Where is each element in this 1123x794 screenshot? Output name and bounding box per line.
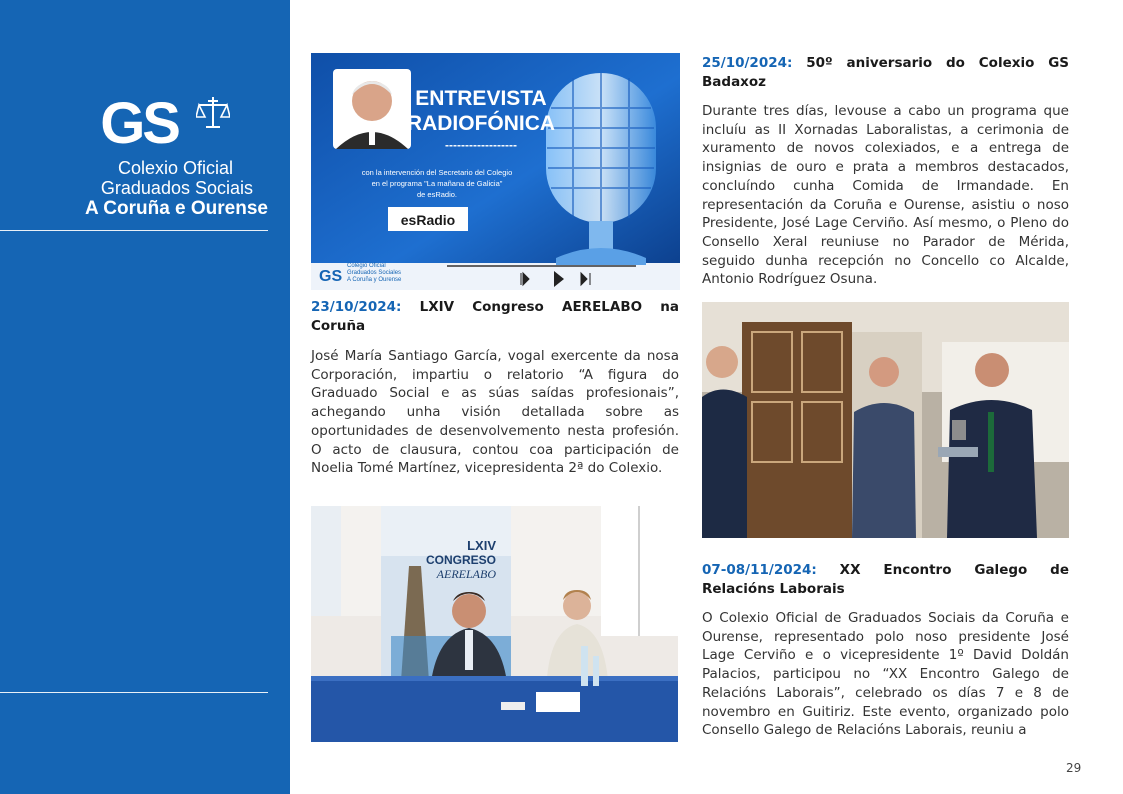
article-title: XX Encontro Galego de Relacións Laborais bbox=[702, 562, 1069, 597]
congress-banner-3: AERELABO bbox=[436, 567, 496, 581]
article-date: 07-08/11/2024: bbox=[702, 562, 817, 578]
article-heading bbox=[702, 561, 1069, 599]
article-title: 50º aniversario do Colexio GS Badaxoz bbox=[702, 55, 1069, 90]
radio-footer-logo-2: Graduados Sociales bbox=[347, 270, 402, 276]
article-title: LXIV Congreso AERELABO na Coruña bbox=[311, 299, 679, 334]
page-number: 29 bbox=[1066, 761, 1082, 775]
bottom-divider bbox=[0, 692, 268, 693]
radio-brand: esRadio bbox=[400, 212, 456, 228]
article-body: José María Santiago García, vogal exercente da nosa Corporación, impartiu o relatorio “A figura do Graduado Social e as súas saídas profesionais”, achegando unha visión detallada sobre as oportunidades de desenvolvemento nesta profesión. O acto de clausura, contou coa participación de Noelia Tomé Martínez, vicepresidenta 2ª do Colexio. bbox=[311, 348, 679, 477]
congress-banner-2: CONGRESO bbox=[425, 553, 496, 567]
logo-mark: GS bbox=[100, 91, 178, 156]
article-heading bbox=[702, 54, 1069, 92]
article-body: Durante tres días, levouse a cabo un programa que incluíu as II Xornadas Laboralistas, a cerimonia de xuramento de novos colexiados, e a entrega de insignias de ouro e prata a membros destacados, concluíndo cunha Comida de Irmandade. En representación da Coruña e Ourense, asistiu o noso Presidente, José Lage Cerviño. Así mesmo, o Pleno do Consello Xeral reuniuse no Parador de Mérida, seguido dunha recepción no Concello co Alcalde, Antonio Rodríguez Osuna. bbox=[702, 103, 1069, 288]
radio-dashes: ------------------ bbox=[445, 138, 517, 152]
radio-footer-logo-3: A Coruña y Ourense bbox=[347, 277, 402, 283]
radio-interview-image bbox=[311, 53, 680, 290]
svg-text:GS: GS bbox=[319, 268, 343, 285]
radio-title-line1: ENTREVISTA bbox=[415, 87, 547, 110]
congress-banner-1: LXIV bbox=[467, 538, 496, 553]
logo-line-1: Colexio Oficial bbox=[117, 158, 233, 178]
scales-icon bbox=[196, 95, 230, 129]
article-body: O Colexio Oficial de Graduados Sociais da Coruña e Ourense, representado polo noso presidente José Lage Cerviño e o vicepresidente 1º David Doldán Palacios, participou no “XX Encontro Galego de Relacións Laborais”, celebrado os días 7 e 8 de novembro en Guitiriz. Este evento, organizado polo Consello Galego de Relacións Laborais, reuniu a bbox=[702, 610, 1069, 739]
article-date: 23/10/2024: bbox=[311, 299, 402, 315]
logo-line-2: Graduados Sociais bbox=[100, 178, 253, 198]
radio-caption-1: con la intervención del Secretario del Colegio bbox=[361, 168, 513, 177]
radio-caption-2: en el programa "La mañana de Galicia" bbox=[371, 179, 503, 188]
radio-footer-logo-1: Colegio Oficial bbox=[347, 263, 386, 269]
logo-line-3: A Coruña e Ourense bbox=[84, 198, 268, 219]
congress-photo bbox=[311, 506, 678, 742]
sidebar bbox=[0, 0, 290, 794]
top-divider bbox=[0, 230, 268, 231]
article-date: 25/10/2024: bbox=[702, 55, 793, 71]
anniversary-photo bbox=[702, 302, 1069, 538]
article-heading bbox=[311, 298, 679, 336]
radio-title-line2: RADIOFÓNICA bbox=[406, 112, 556, 135]
radio-caption-3: de esRadio. bbox=[416, 190, 458, 199]
